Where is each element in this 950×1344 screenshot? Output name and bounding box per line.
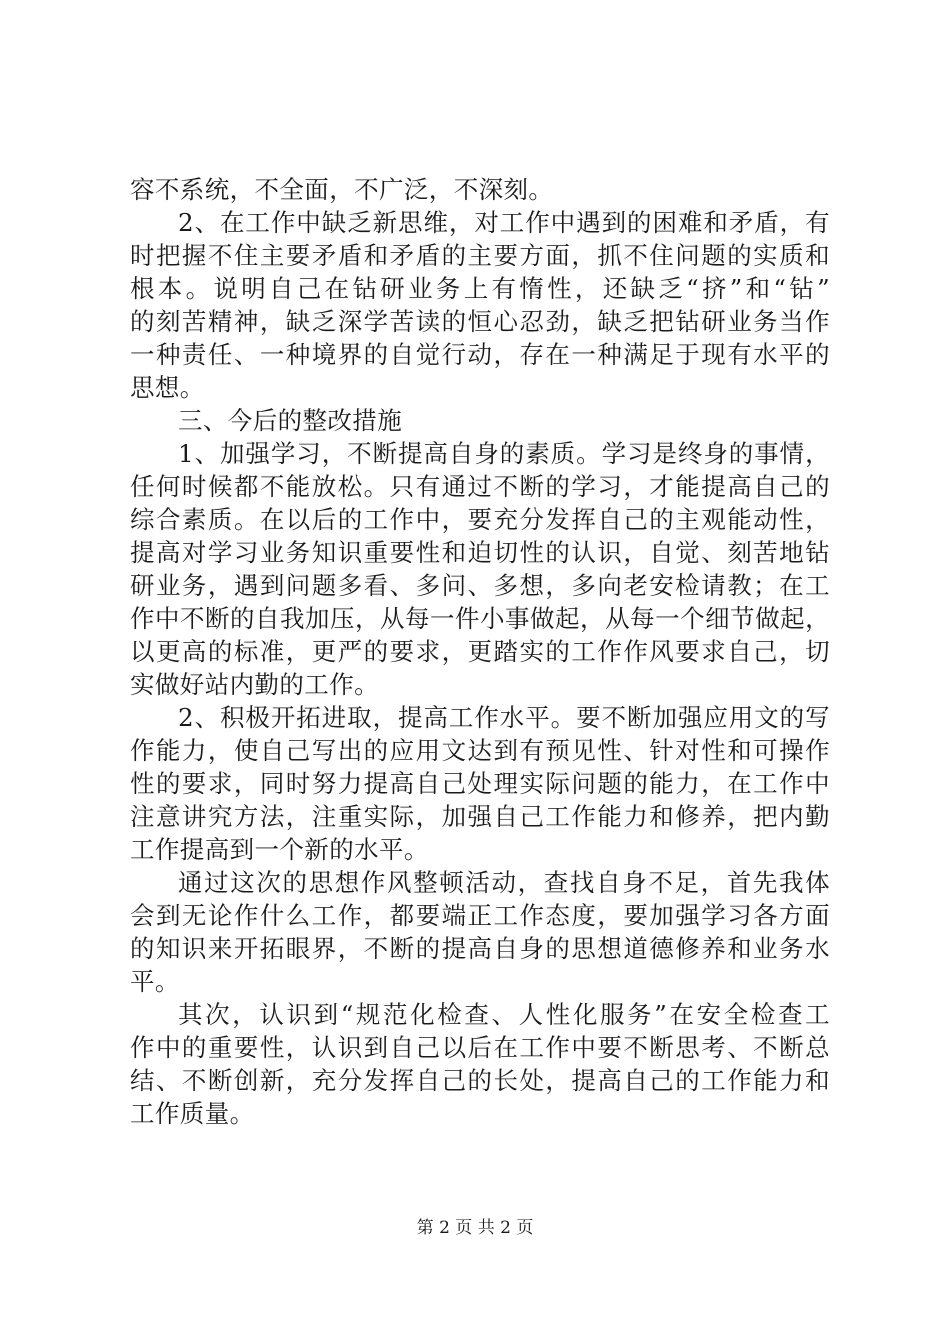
text-line: 时把握不住主要矛盾和矛盾的主要方面，抓不住问题的实质和 bbox=[130, 241, 830, 270]
text-line: 其次，认识到“规范化检查、人性化服务”在安全检查工 bbox=[178, 1000, 830, 1029]
text-line: 作能力，使自己写出的应用文达到有预见性、针对性和可操作 bbox=[130, 736, 830, 765]
text-line: 一种责任、一种境界的自觉行动，存在一种满足于现有水平的 bbox=[130, 340, 830, 369]
text-line: 三、今后的整改措施 bbox=[178, 406, 403, 435]
text-line: 任何时候都不能放松。只有通过不断的学习，才能提高自己的 bbox=[130, 472, 830, 501]
text-line: 以更高的标准，更严的要求，更踏实的工作作风要求自己，切 bbox=[130, 637, 830, 666]
text-line: 结、不断创新，充分发挥自己的长处，提高自己的工作能力和 bbox=[130, 1066, 830, 1095]
text-line: 1、加强学习，不断提高自身的素质。学习是终身的事情， bbox=[178, 439, 830, 468]
text-line: 注意讲究方法，注重实际，加强自己工作能力和修养，把内勤 bbox=[130, 802, 830, 831]
text-line: 作中的重要性，认识到自己以后在工作中要不断思考、不断总 bbox=[130, 1033, 830, 1062]
text-line: 平。 bbox=[130, 967, 180, 996]
document-body bbox=[130, 173, 830, 1130]
text-line: 容不系统，不全面，不广泛，不深刻。 bbox=[130, 175, 554, 204]
text-line: 实做好站内勤的工作。 bbox=[130, 670, 379, 699]
text-line: 提高对学习业务知识重要性和迫切性的认识，自觉、刻苦地钻 bbox=[130, 538, 830, 567]
text-line: 思想。 bbox=[130, 373, 205, 402]
text-line: 的刻苦精神，缺乏深学苦读的恒心忍劲，缺乏把钻研业务当作 bbox=[130, 307, 830, 336]
text-line: 性的要求，同时努力提高自己处理实际问题的能力，在工作中 bbox=[130, 769, 830, 798]
text-line: 根本。说明自己在钻研业务上有惰性，还缺乏“挤”和“钻” bbox=[130, 274, 830, 303]
text-line: 研业务，遇到问题多看、多问、多想，多向老安检请教；在工 bbox=[130, 571, 830, 600]
text-line: 工作提高到一个新的水平。 bbox=[130, 835, 429, 864]
text-line: 2、积极开拓进取，提高工作水平。要不断加强应用文的写 bbox=[178, 703, 830, 732]
text-line: 作中不断的自我加压，从每一件小事做起，从每一个细节做起， bbox=[130, 604, 830, 633]
page-footer: 第 2 页 共 2 页 bbox=[416, 1218, 534, 1238]
text-line: 的知识来开拓眼界，不断的提高自身的思想道德修养和业务水 bbox=[130, 934, 830, 963]
text-line: 通过这次的思想作风整顿活动，查找自身不足，首先我体 bbox=[178, 868, 830, 897]
text-line: 综合素质。在以后的工作中，要充分发挥自己的主观能动性， bbox=[130, 505, 830, 534]
text-line: 会到无论作什么工作，都要端正工作态度，要加强学习各方面 bbox=[130, 901, 830, 930]
text-line: 工作质量。 bbox=[130, 1099, 255, 1128]
text-line: 2、在工作中缺乏新思维，对工作中遇到的困难和矛盾，有 bbox=[178, 208, 830, 237]
